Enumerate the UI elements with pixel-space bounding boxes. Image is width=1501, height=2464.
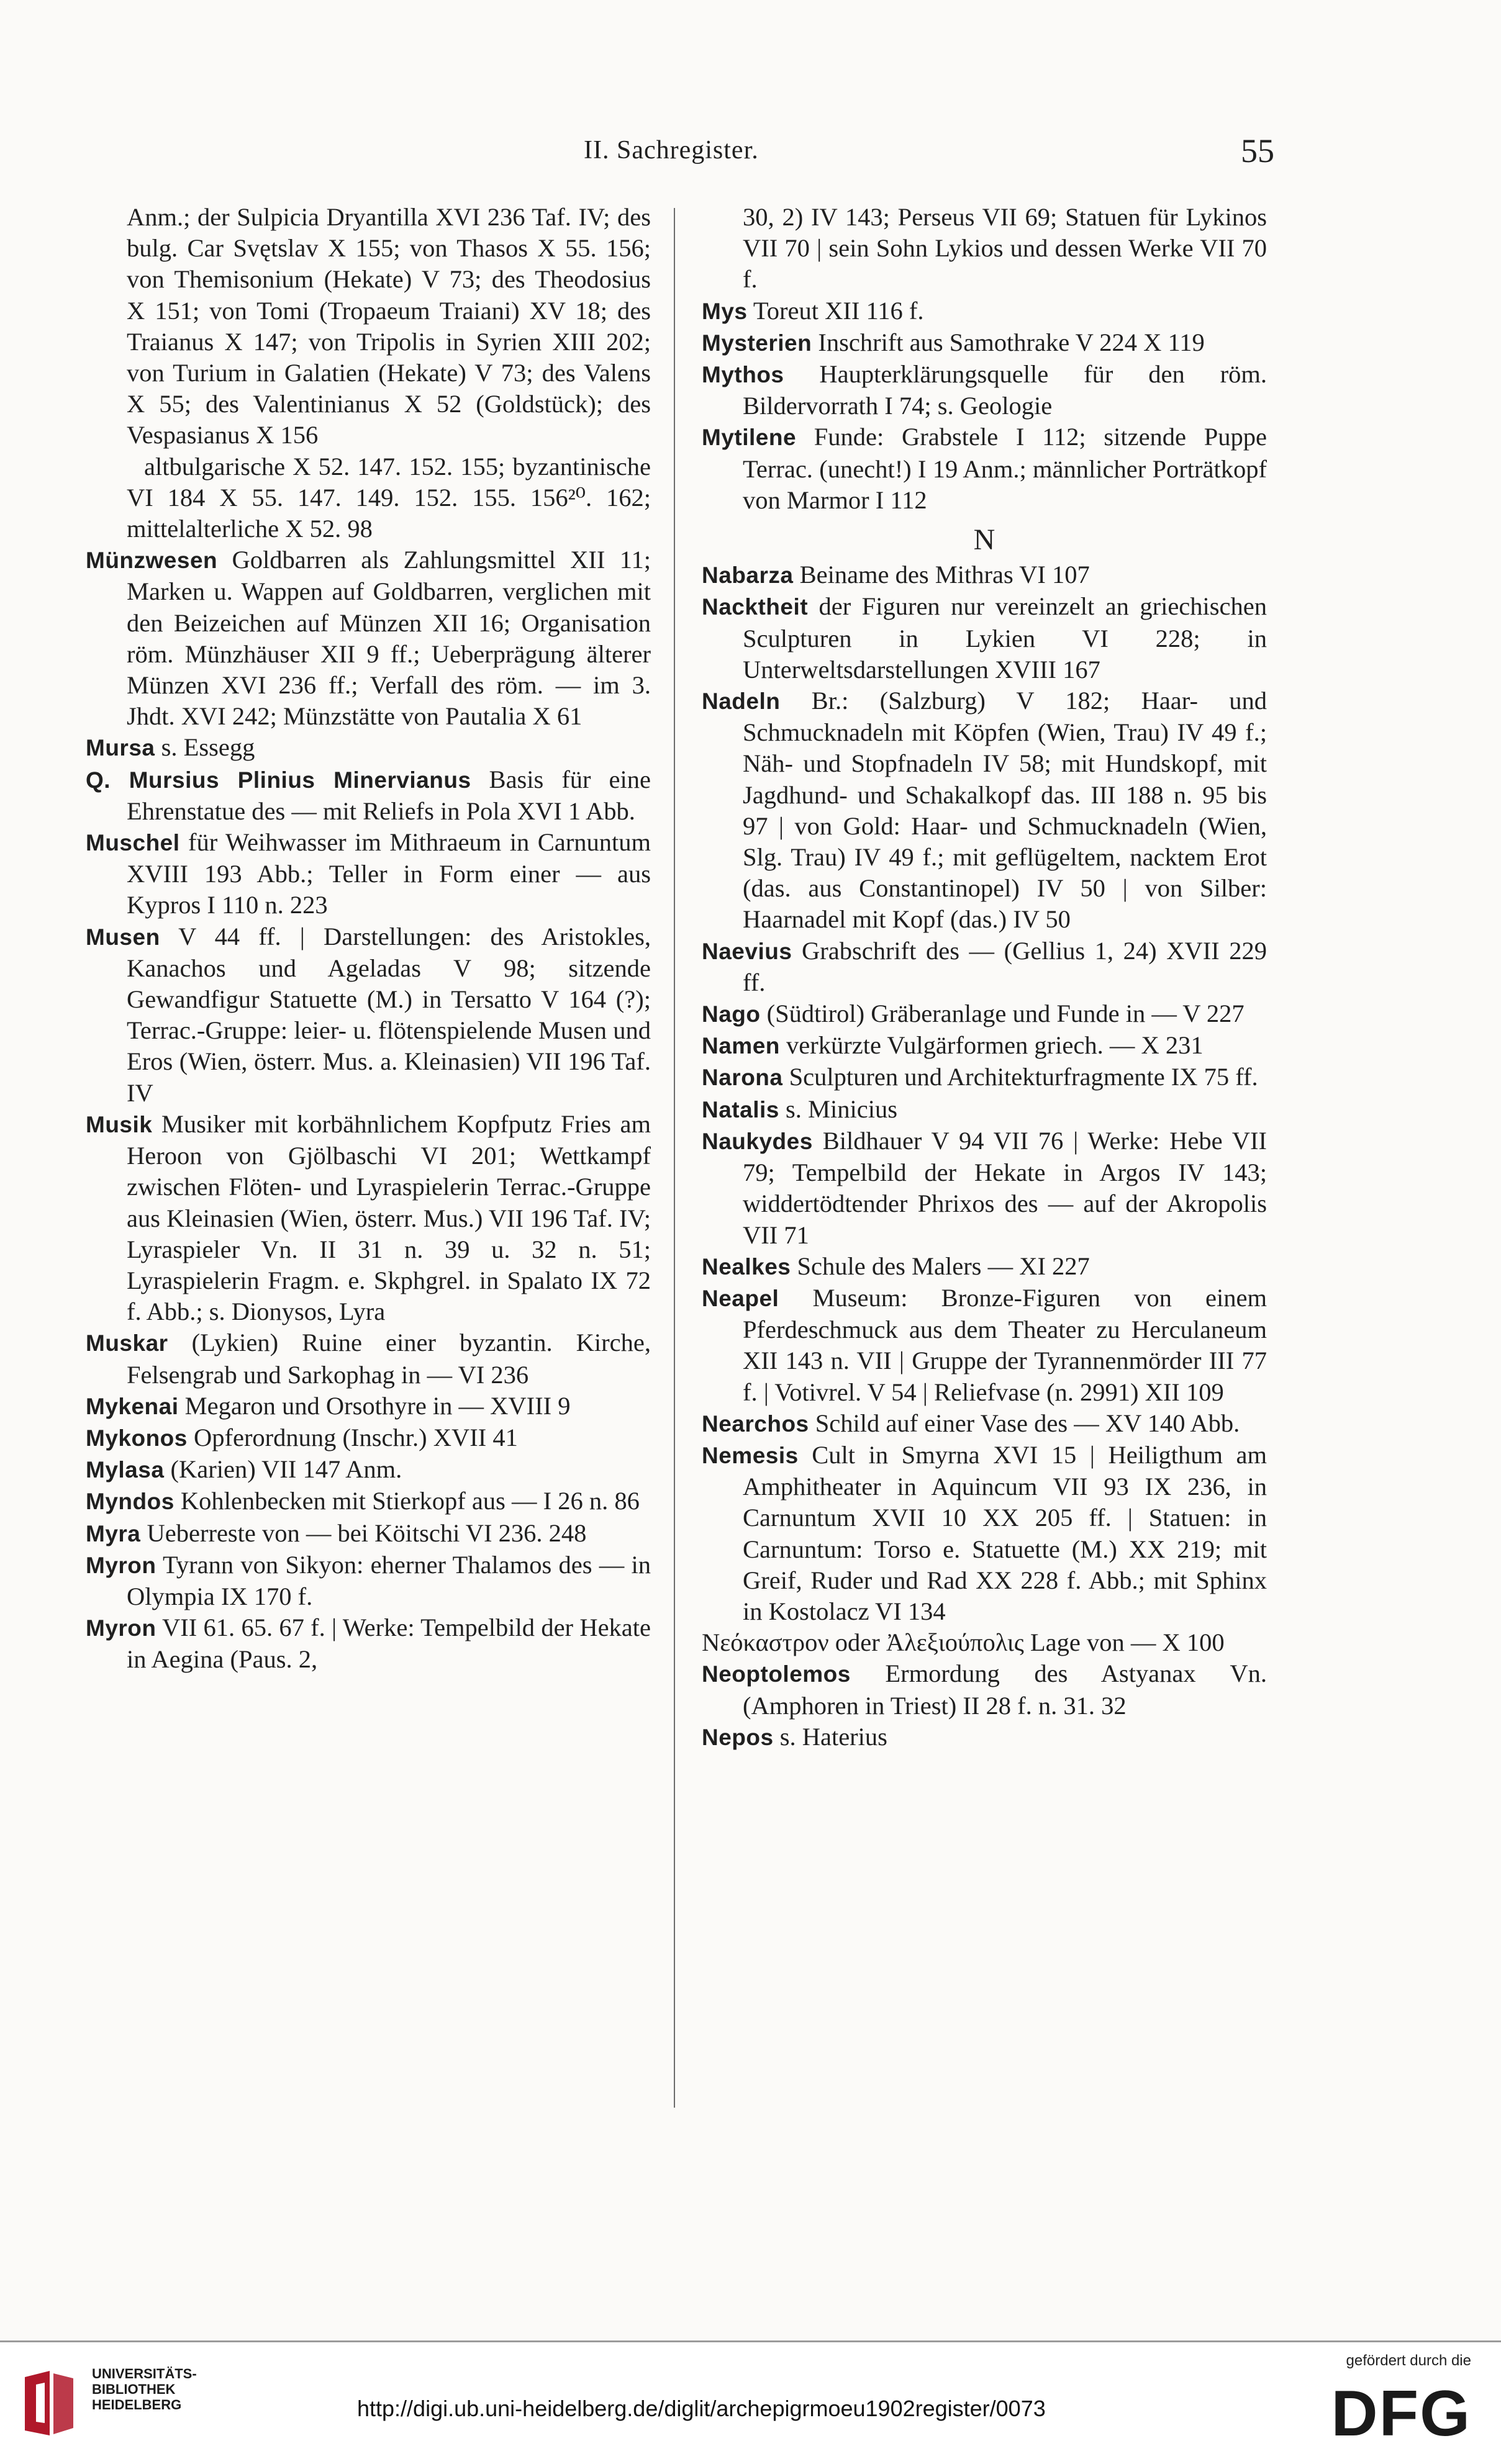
university-library-logo-icon — [14, 2366, 83, 2440]
index-entry — [86, 451, 651, 545]
index-entry — [702, 685, 1267, 936]
entry-keyword: Münzwesen — [86, 548, 218, 574]
index-entry — [86, 732, 651, 764]
entry-text: Opferordnung (Inschr.) XVII 41 — [187, 1423, 518, 1451]
entry-keyword: Nearchos — [702, 1410, 809, 1437]
entry-text: Tyrann von Sikyon: eherner Thalamos des — in Olympia IX 170 f. — [127, 1550, 651, 1610]
entry-text: Funde: Grabstele I 112; sitzende Puppe Terrac. (unecht!) I 19 Anm.; männlicher Porträtkopf von Marmor I 112 — [743, 423, 1267, 514]
index-entry — [702, 1658, 1267, 1721]
entry-text: der Figuren nur vereinzelt an griechischen Sculpturen in Lykien VI 228; in Unterweltsdarstellungen XVIII 167 — [743, 592, 1267, 684]
entry-text: Sculpturen und Architekturfragmente IX 75 ff. — [782, 1063, 1258, 1091]
entry-text: s. Haterius — [773, 1722, 887, 1751]
index-entry — [86, 1109, 651, 1327]
index-entry — [86, 1327, 651, 1390]
entry-keyword: Nacktheit — [702, 594, 809, 620]
entry-keyword: Myron — [86, 1552, 156, 1578]
entry-keyword: Myndos — [86, 1489, 175, 1515]
entry-keyword: Neoptolemos — [702, 1661, 851, 1687]
index-entry — [702, 327, 1267, 359]
entry-text: verkürzte Vulgärformen griech. — X 231 — [779, 1031, 1204, 1060]
library-name — [92, 2366, 197, 2412]
index-entry — [702, 1627, 1267, 1658]
entry-text: Ueberreste von — bei Köitschi VI 236. 248 — [140, 1519, 587, 1547]
entry-keyword: Musen — [86, 924, 160, 950]
index-entry — [86, 202, 651, 451]
index-entry — [702, 559, 1267, 591]
index-entry — [86, 827, 651, 921]
entry-keyword: Muskar — [86, 1330, 168, 1356]
entry-text: Br.: (Salzburg) V 182; Haar- und Schmucknadeln mit Köpfen (Wien, Trau) IV 49 f.; Näh- und Stopfnadeln IV 58; mit Hundskopf, mit Jagdhund- und Schakalkopf das. III 188 n. 95 bis 97 | von Gold: Haar- und Schmucknadeln (Wien, Slg. Trau) IV 49 f.; mit geflügeltem, nacktem Erot (das. aus Constantinopel) IV 50 | von Silber: Haarnadel mit Kopf (das.) IV 50 — [743, 687, 1267, 934]
entry-keyword: Naevius — [702, 938, 792, 964]
entry-keyword: Q. Mursius Plinius Minervianus — [86, 767, 471, 793]
entry-keyword: Musik — [86, 1111, 153, 1137]
entry-keyword: Nabarza — [702, 562, 794, 589]
entry-text: Cult in Smyrna XVI 15 | Heiligthum am Amphitheater in Aquincum VII 93 IX 236, in Carnuntum XVII 10 XX 205 ff. | Statuen: in Carnuntum: Torso e. Statuette (M.) XX 219; mit Greif, Ruder und Rad XX 228 f. Abb.; mit Sphinx in Kostolacz VI 134 — [743, 1440, 1267, 1625]
running-head — [0, 132, 1501, 173]
column-divider — [674, 208, 675, 2108]
index-entry — [702, 1062, 1267, 1093]
entry-keyword: Narona — [702, 1065, 783, 1091]
entry-keyword: Neapel — [702, 1285, 779, 1311]
index-entry — [702, 998, 1267, 1030]
entry-keyword: Natalis — [702, 1096, 779, 1122]
entry-keyword: Mylasa — [86, 1457, 165, 1483]
entry-keyword: Naukydes — [702, 1128, 813, 1154]
entry-text: altbulgarische X 52. 147. 152. 155; byzantinische VI 184 X 55. 147. 149. 152. 155. 156²⁰. 162; mittelalterliche X 52. 98 — [127, 452, 651, 543]
index-entry — [702, 1283, 1267, 1408]
entry-keyword: Myra — [86, 1520, 141, 1546]
index-entry — [86, 1391, 651, 1422]
index-entry — [86, 1550, 651, 1612]
entry-keyword: Muschel — [86, 830, 180, 856]
index-entry — [86, 921, 651, 1109]
index-entry — [702, 202, 1267, 296]
entry-keyword: Mykonos — [86, 1425, 188, 1451]
entry-keyword: Nago — [702, 1001, 761, 1027]
entry-text: (Lykien) Ruine einer byzantin. Kirche, Felsengrab und Sarkophag in — VI 236 — [127, 1329, 651, 1389]
digitization-footer — [0, 2340, 1501, 2464]
entry-text: VII 61. 65. 67 f. | Werke: Tempelbild der Hekate in Aegina (Paus. 2, — [127, 1613, 651, 1674]
entry-text: Kohlenbecken mit Stierkopf aus — I 26 n. 86 — [174, 1487, 640, 1515]
entry-keyword: Nepos — [702, 1724, 774, 1750]
entry-text: 30, 2) IV 143; Perseus VII 69; Statuen für Lykinos VII 70 | sein Sohn Lykios und dessen Werke VII 70 f. — [743, 203, 1267, 294]
index-entry — [702, 1126, 1267, 1251]
index-entry — [86, 1422, 651, 1454]
index-entry — [86, 1612, 651, 1675]
entry-text: s. Essegg — [155, 733, 255, 762]
entry-keyword: Mys — [702, 298, 748, 324]
index-entry — [86, 544, 651, 732]
index-entry — [702, 1722, 1267, 1753]
index-entry — [86, 764, 651, 827]
library-line: UNIVERSITÄTS- — [92, 2366, 197, 2381]
entry-keyword: Nemesis — [702, 1442, 799, 1468]
index-entry — [702, 1440, 1267, 1627]
index-entry — [86, 1454, 651, 1486]
entry-text: (Karien) VII 147 Anm. — [164, 1455, 402, 1484]
index-entry — [86, 1518, 651, 1550]
entry-text: Anm.; der Sulpicia Dryantilla XVI 236 Taf. IV; des bulg. Car Svętslav X 155; von Thasos X 55. 156; von Themisonium (Hekate) V 73; des Theodosius X 151; von Tomi (Tropaeum Traiani) XV 18; des Traianus X 147; von Tripolis in Syrien XIII 202; von Turium in Galatien (Hekate) V 73; des Valens X 55; des Valentinianus X 52 (Goldstück); des Vespasianus X 156 — [127, 203, 651, 449]
entry-text: Goldbarren als Zahlungsmittel XII 11; Marken u. Wappen auf Goldbarren, verglichen mit den Beizeichen auf Münzen XII 16; Organisation röm. Münzhäuser XII 9 ff.; Ueberprägung älterer Münzen XVI 236 ff.; Verfall des röm. — im 3. Jhdt. XVI 242; Münzstätte von Pautalia X 61 — [127, 546, 651, 731]
entry-keyword: Mythos — [702, 362, 784, 388]
index-entry — [702, 1408, 1267, 1440]
index-entry — [702, 1251, 1267, 1283]
entry-keyword: Mursa — [86, 735, 155, 761]
index-entry — [702, 936, 1267, 998]
entry-keyword: Myron — [86, 1615, 156, 1641]
library-line: BIBLIOTHEK — [92, 2381, 176, 2397]
entry-text: Beiname des Mithras VI 107 — [793, 561, 1090, 589]
entry-text: Toreut XII 116 f. — [747, 296, 924, 325]
funding-caption: gefördert durch die — [1346, 2352, 1471, 2369]
index-column-right — [702, 202, 1267, 1753]
index-entry — [702, 1094, 1267, 1126]
library-line: HEIDELBERG — [92, 2397, 182, 2412]
entry-text: für Weihwasser im Mithraeum in Carnuntum XVIII 193 Abb.; Teller in Form einer — aus Kypros I 110 n. 223 — [127, 828, 651, 919]
entry-text: V 44 ff. | Darstellungen: des Aristokles, Kanachos und Ageladas V 98; sitzende Gewandfigur Statuette (M.) in Tersatto V 164 (?); Terrac.-Gruppe: leier- u. flötenspielende Musen und Eros (Wien, österr. Mus. a. Kleinasien) VII 196 Taf. IV — [127, 922, 651, 1107]
entry-keyword: Mytilene — [702, 425, 797, 451]
entry-text: Ermordung des Astyanax Vn. (Amphoren in Triest) II 28 f. n. 31. 32 — [743, 1659, 1267, 1720]
entry-text: Basis für eine Ehrenstatue des — mit Reliefs in Pola XVI 1 Abb. — [127, 765, 651, 825]
entry-text: Megaron und Orsothyre in — XVIII 9 — [178, 1391, 571, 1420]
entry-text: Νεόκαστρον oder Ἀλεξιούπολις Lage von — X 100 — [702, 1628, 1225, 1657]
entry-text: s. Minicius — [779, 1094, 897, 1123]
entry-text: (Südtirol) Gräberanlage und Funde in — V 227 — [760, 1000, 1245, 1028]
entry-text: Museum: Bronze-Figuren von einem Pferdeschmuck aus dem Theater zu Herculaneum XII 143 n. VII | Gruppe der Tyrannenmörder III 77 f. | Votivrel. V 54 | Reliefvase (n. 2991) XII 109 — [743, 1283, 1267, 1406]
page-number: 55 — [1241, 132, 1274, 169]
entry-keyword: Namen — [702, 1033, 780, 1059]
entry-text: Grabschrift des — (Gellius 1, 24) XVII 229 ff. — [743, 936, 1267, 996]
entry-text: Haupterklärungsquelle für den röm. Bildervorrath I 74; s. Geologie — [743, 360, 1267, 420]
section-title: II. Sachregister. — [584, 136, 759, 165]
entry-text: Inschrift aus Samothrake V 224 X 119 — [812, 328, 1205, 356]
entry-text: Bildhauer V 94 VII 76 | Werke: Hebe VII 79; Tempelbild der Hekate in Argos IV 143; widdertödtender Phrixos des — auf der Akropolis VII 71 — [743, 1126, 1267, 1249]
section-letter-heading: N — [973, 523, 995, 557]
index-entry — [702, 359, 1267, 422]
index-entry — [702, 1030, 1267, 1062]
index-entry — [702, 591, 1267, 685]
entry-text: Schule des Malers — XI 227 — [791, 1252, 1090, 1280]
dfg-logo: DFG — [1331, 2378, 1471, 2450]
entry-keyword: Mykenai — [86, 1393, 179, 1419]
index-entry — [86, 1486, 651, 1517]
index-entry — [702, 422, 1267, 516]
index-column-left — [86, 202, 651, 1676]
entry-keyword: Nadeln — [702, 688, 781, 715]
entry-text: Musiker mit korbähnlichem Kopfputz Fries am Heroon von Gjölbaschi VI 201; Wettkampf zwischen Flöten- und Lyraspielerin Terrac.-Gruppe aus Kleinasien (Wien, österr. Mus.) VII 196 Taf. IV; Lyraspieler Vn. II 31 n. 39 u. 32 n. 51; Lyraspielerin Fragm. e. Skphgrel. in Spalato IX 72 f. Abb.; s. Dionysos, Lyra — [127, 1109, 651, 1326]
entry-text: Schild auf einer Vase des — XV 140 Abb. — [809, 1409, 1240, 1437]
entry-keyword: Mysterien — [702, 330, 812, 356]
index-entry — [702, 296, 1267, 327]
permalink-url[interactable]: http://digi.ub.uni-heidelberg.de/diglit/archepigrmoeu1902register/0073 — [357, 2396, 1046, 2421]
entry-keyword: Nealkes — [702, 1253, 791, 1279]
